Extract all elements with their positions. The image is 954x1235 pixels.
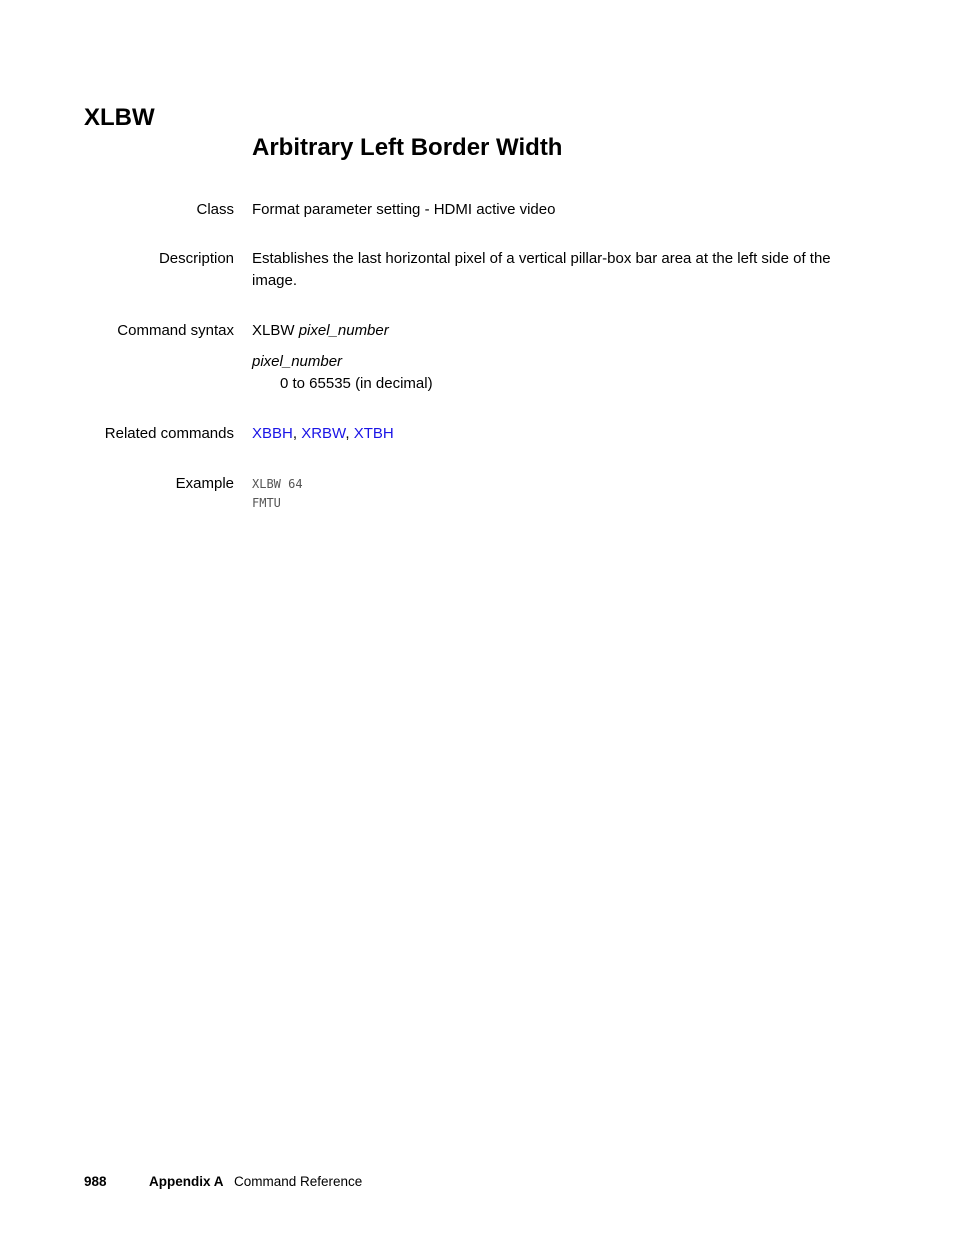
related-separator: ,	[345, 425, 354, 442]
related-link-xbbh[interactable]: XBBH	[252, 425, 293, 442]
description-label: Description	[158, 250, 234, 267]
param-definition	[252, 351, 862, 395]
page-number: 988	[84, 1174, 107, 1189]
param-range: 0 to 65535 (in decimal)	[280, 375, 433, 392]
syntax-content	[252, 320, 862, 395]
related-link-xrbw[interactable]: XRBW	[301, 425, 346, 442]
description-value: Establishes the last horizontal pixel of a vertical pillar-box bar area at the left side of the image.	[252, 250, 831, 289]
related-links	[252, 423, 862, 445]
syntax-command: XLBW	[252, 322, 295, 339]
page-title: Arbitrary Left Border Width	[252, 134, 563, 161]
footer-section: Command Reference	[234, 1174, 363, 1189]
syntax-line	[252, 320, 862, 342]
related-link-xtbh[interactable]: XTBH	[353, 425, 394, 442]
command-name: XLBW	[84, 104, 155, 131]
example-line: XLBW 64	[252, 477, 303, 491]
class-value: Format parameter setting - HDMI active video	[252, 201, 556, 218]
syntax-param: pixel_number	[298, 322, 389, 339]
related-separator: ,	[292, 425, 302, 442]
syntax-label: Command syntax	[117, 322, 234, 339]
example-label: Example	[175, 475, 234, 492]
class-label: Class	[196, 201, 234, 218]
param-name: pixel_number	[252, 353, 343, 370]
footer-appendix: Appendix A	[149, 1174, 224, 1189]
example-code	[252, 475, 862, 513]
example-line: FMTU	[252, 496, 281, 510]
related-label: Related commands	[104, 425, 234, 442]
